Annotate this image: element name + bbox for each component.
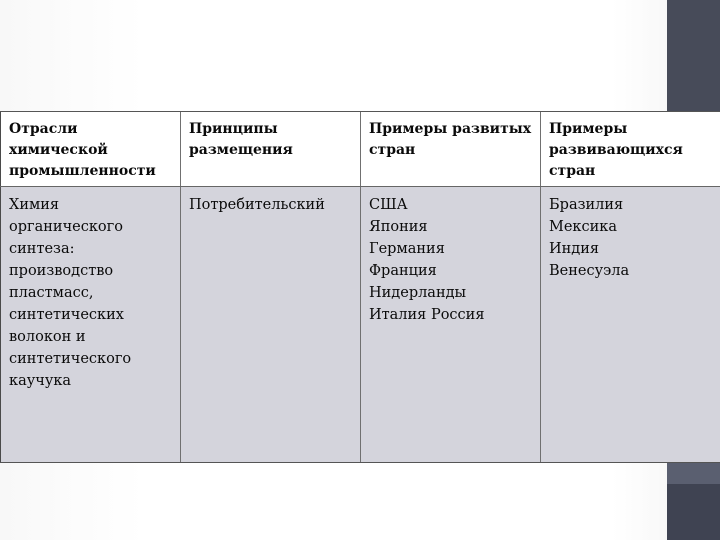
cell-developed-countries: США Япония Германия Франция Нидерланды Италия Россия: [360, 187, 540, 462]
cell-developing-countries: Бразилия Мексика Индия Венесуэла: [540, 187, 720, 462]
slide-side-bar-accent: [667, 462, 720, 484]
table-header-row: [0, 112, 720, 187]
header-cell-developing-countries: Примеры развивающихся стран: [540, 112, 720, 186]
table-row: [0, 187, 720, 462]
cell-principle: Потребительский: [180, 187, 360, 462]
header-cell-developed-countries: Примеры развитых стран: [360, 112, 540, 186]
header-cell-industries: Отрасли химической промышленности: [0, 112, 180, 186]
cell-industry: Химия органического синтеза: производство пластмасс, синтетических волокон и синтетического каучука: [0, 187, 180, 462]
industry-table: [0, 111, 720, 463]
slide-side-bar-bottom: [667, 484, 720, 540]
header-cell-principles: Принципы размещения: [180, 112, 360, 186]
